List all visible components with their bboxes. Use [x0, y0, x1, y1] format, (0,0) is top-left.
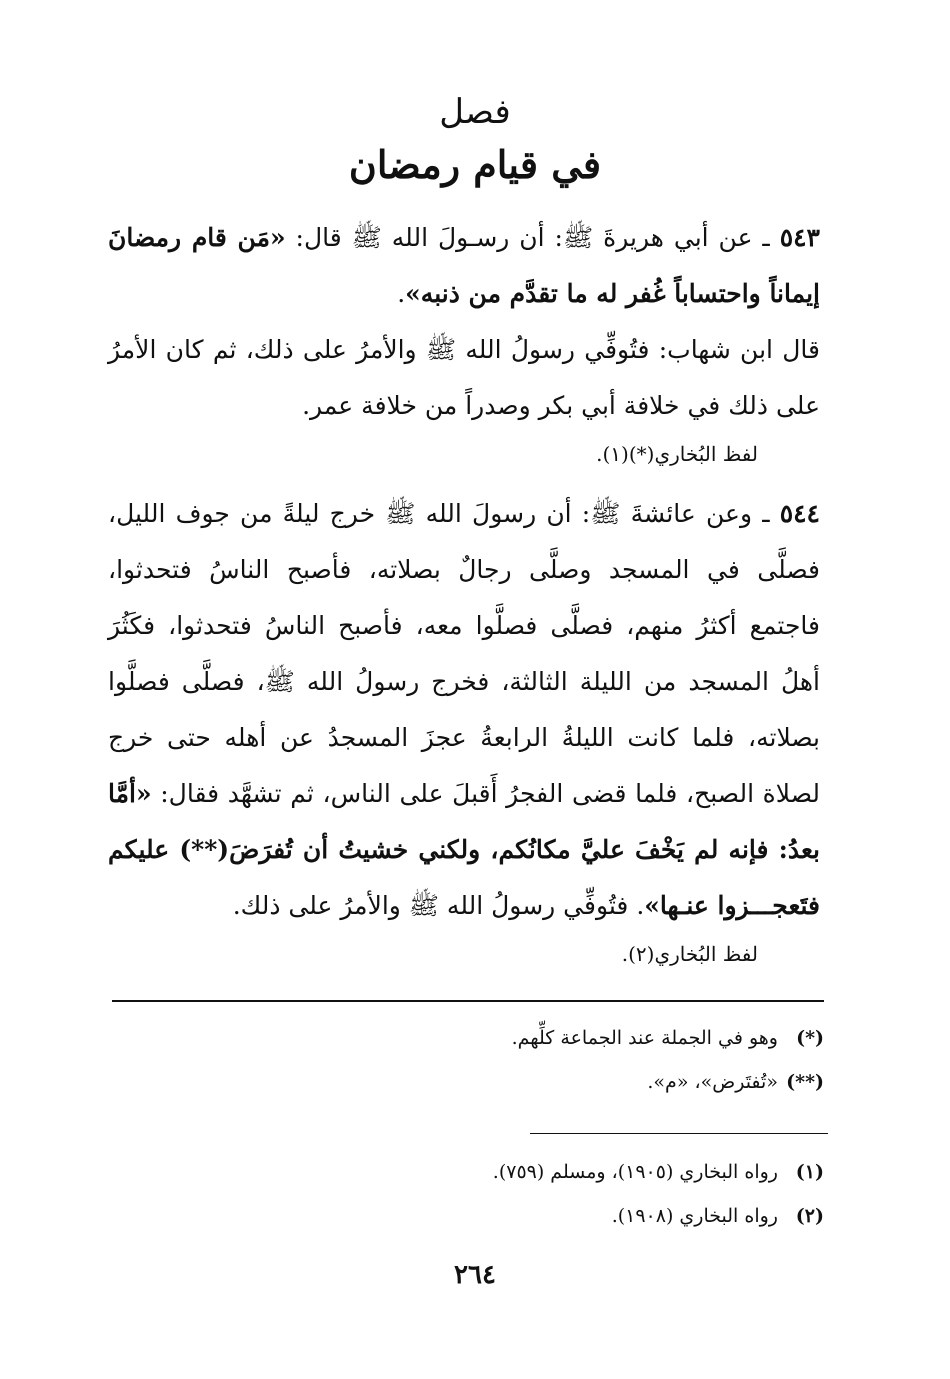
reference-footnotes — [112, 1150, 824, 1238]
hadith-quote: «مَن قام رمضانَ إيماناً واحتساباً غُفر له ما تقدَّم من ذنبه» — [108, 223, 820, 308]
hadith-commentary: قال ابن شهاب: فتُوفِّي رسولُ الله ﷺ والأمرُ على ذلك، ثم كان الأمرُ على ذلك في خلافة أبي بكر وصدراً من خلافة عمر. — [108, 335, 820, 420]
hadith-number: ٥٤٤ — [779, 499, 820, 528]
editor-footnotes — [112, 1016, 824, 1104]
footnote-mark: (١) — [795, 1161, 824, 1183]
footnote-text: «تُفتَرض»، «م». — [647, 1071, 778, 1093]
reference-divider — [530, 1133, 828, 1134]
footnote-item — [112, 1016, 824, 1060]
hadith-after-quote: . فتُوفِّي رسولُ الله ﷺ والأمرُ على ذلك. — [232, 891, 645, 920]
footnote-text: وهو في الجملة عند الجماعة كلِّهم. — [511, 1027, 778, 1049]
hadith-text — [108, 486, 820, 934]
footnote-text: رواه البخاري (١٩٠٥)، ومسلم (٧٥٩). — [492, 1161, 778, 1183]
footnote-text: رواه البخاري (١٩٠٨). — [611, 1205, 778, 1227]
hadith-543 — [108, 210, 820, 474]
hadith-544 — [108, 486, 820, 974]
hadith-text — [108, 210, 820, 322]
footnote-item — [112, 1150, 824, 1194]
section-title: في قيام رمضان — [348, 142, 602, 187]
page-number: ٢٦٤ — [454, 1260, 496, 1290]
footnote-divider — [112, 1000, 824, 1002]
footnote-item — [112, 1060, 824, 1104]
hadith-after-quote: . — [397, 279, 406, 308]
hadith-quote: «أمَّا بعدُ: فإنه لم يَخْفَ عليَّ مكانُكم، ولكني خشيتُ أن تُفرَضَ(**) عليكم فتَعجـــزوا عنـها» — [108, 779, 820, 920]
hadith-source: لفظ البُخاري(٢). — [621, 942, 758, 966]
footnote-mark: (**) — [786, 1071, 824, 1093]
hadith-number: ٥٤٣ — [779, 223, 820, 252]
footnote-mark: (*) — [796, 1027, 824, 1049]
hadith-intro: ـ عن أبي هريرةَ ﷺ: أن رسـولَ الله ﷺ قال: — [285, 223, 780, 252]
footnote-item — [112, 1194, 824, 1238]
hadith-source: لفظ البُخاري(*)(١). — [596, 442, 758, 466]
footnote-mark: (٢) — [795, 1205, 824, 1227]
hadith-intro: ـ وعن عائشةَ ﷺ: أن رسولَ الله ﷺ خرج ليلةً من جوف الليل، فصلَّى في المسجد وصلَّى رجالٌ بصلاته، فأصبح الناسُ فتحدثوا، فاجتمع أكثرُ منهم، فصلَّى فصلَّوا معه، فأصبح الناسُ فتحدثوا، فكَثُرَ أهلُ المسجد من الليلة الثالثة، فخرج رسولُ الله ﷺ، فصلَّى فصلَّوا بصلاته، فلما كانت الليلةُ الرابعةُ عجزَ المسجدُ عن أهله حتى خرج لصلاة الصبح، فلما قضى الفجرُ أَقبلَ على الناس، ثم تشهَّد فقال: — [108, 499, 821, 808]
section-kind-heading: فصل — [439, 92, 511, 132]
